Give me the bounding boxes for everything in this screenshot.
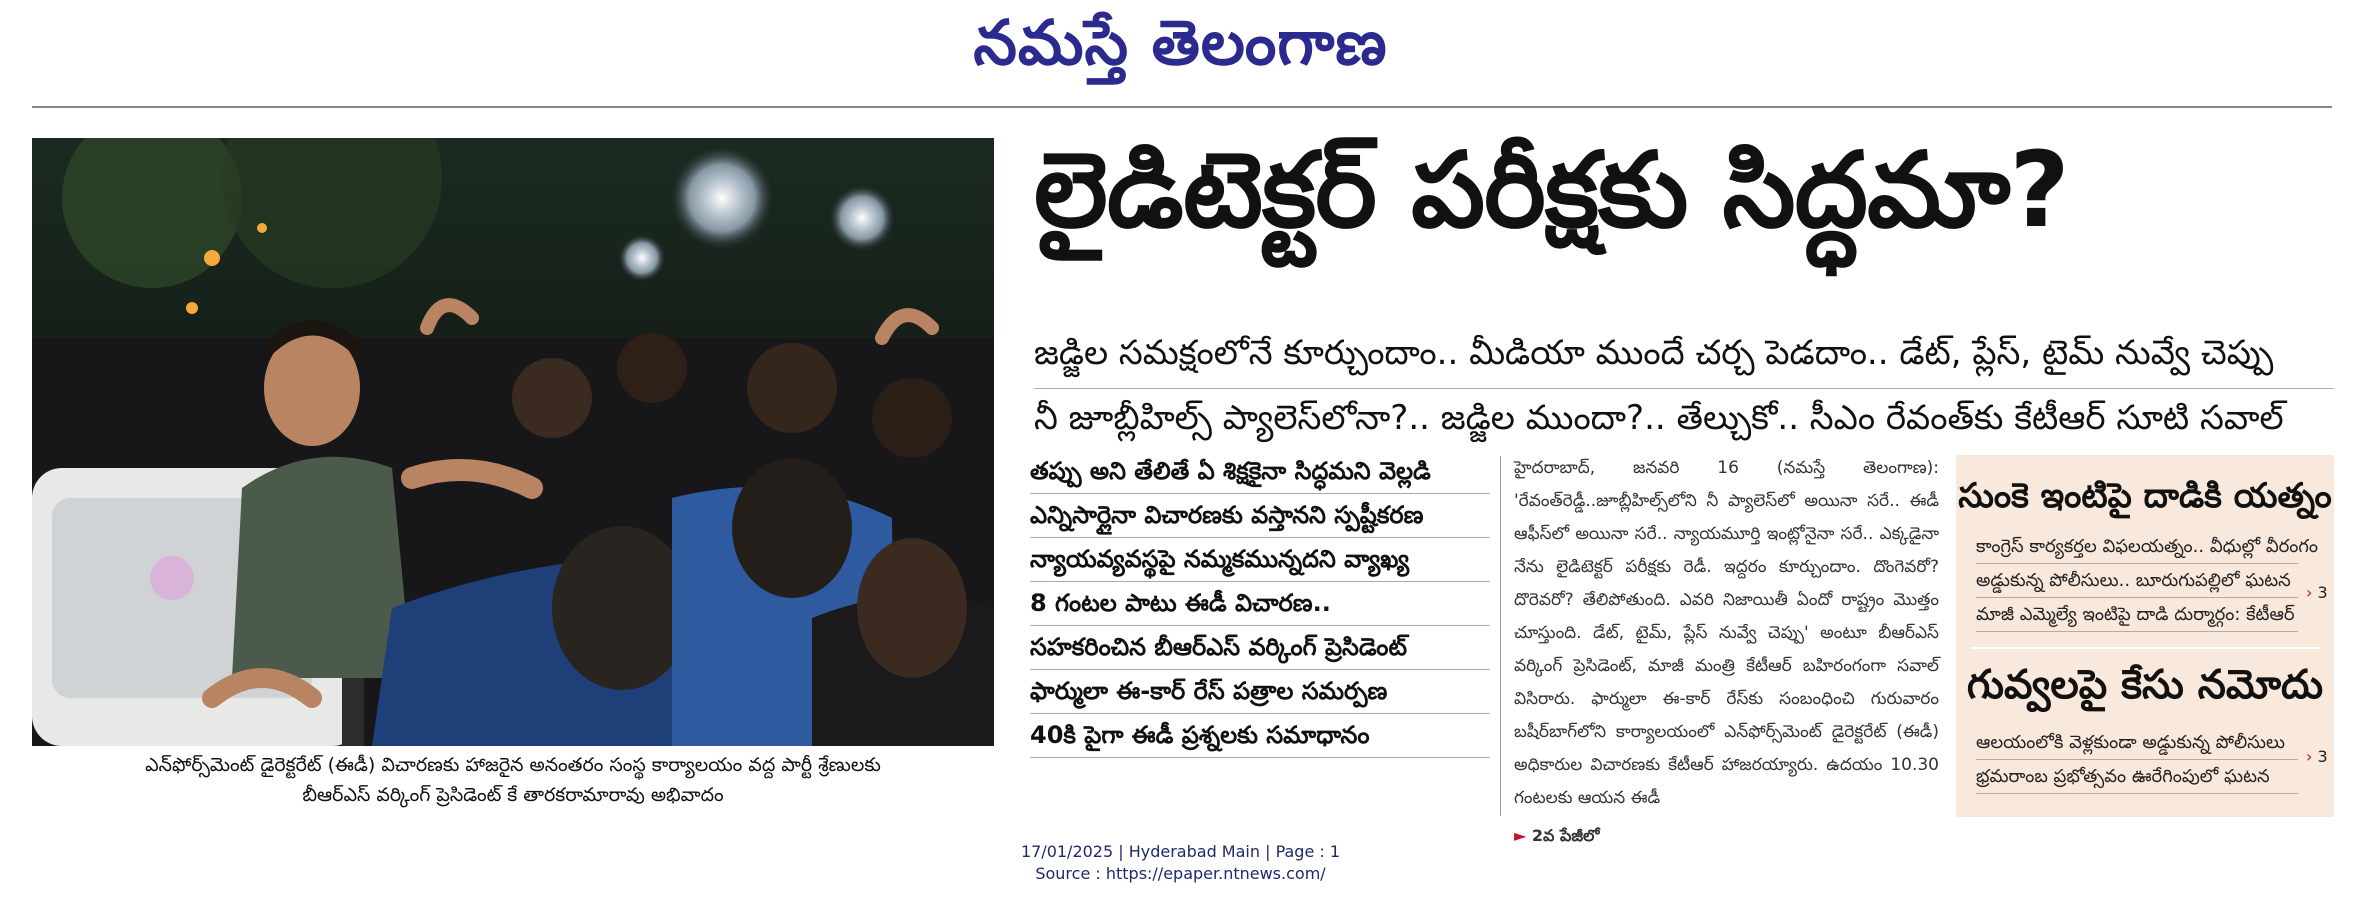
lead-photo: [32, 138, 994, 746]
continued-label: 2వ పేజీలో: [1531, 826, 1600, 845]
sidebar-story2-line: ఆలయంలోకి వెళ్లకుండా అడ్డుకున్న పోలీసులు: [1976, 727, 2298, 760]
bullet-item: ఎన్నిసార్లైనా విచారణకు వస్తానని స్పష్టీకరణ: [1030, 494, 1490, 538]
bullet-item: ఫార్ములా ఈ-కార్ రేస్ పత్రాల సమర్పణ: [1030, 670, 1490, 714]
masthead-rule: [32, 106, 2332, 108]
sidebar-story1-line: అడ్డుకున్న పోలీసులు.. బూరుగుపల్లిలో ఘటన: [1976, 565, 2298, 598]
main-headline: లైడిటెక్టర్ పరీక్షకు సిద్ధమా?: [1034, 129, 2069, 251]
highlight-bullets: [1030, 450, 1490, 758]
sidebar-story2-page-ref[interactable]: [2306, 747, 2328, 766]
sidebar-story1-line: మాజీ ఎమ్మెల్యే ఇంటిపై దాడి దుర్మార్గం: కేటీఆర్: [1976, 599, 2298, 632]
photo-caption: [32, 750, 994, 810]
sidebar-box: [1956, 455, 2334, 817]
page-number: 3: [2317, 583, 2328, 602]
continue-arrow-icon: ►: [1514, 826, 1527, 845]
footer-edition-info: 17/01/2025 | Hyderabad Main | Page : 1: [1020, 842, 1341, 861]
sidebar-story1-page-ref[interactable]: [2306, 583, 2328, 602]
sidebar-divider: [1970, 647, 2320, 649]
page-arrow-icon: ›: [2306, 747, 2313, 766]
masthead-logo: నమస్తే తెలంగాణ: [973, 6, 1388, 79]
sidebar-story1-title: సుంకె ఇంటిపై దాడికి యత్నం: [1958, 476, 2332, 516]
column-divider: [1500, 456, 1501, 816]
footer-source-link[interactable]: Source : https://epaper.ntnews.com/: [1035, 864, 1326, 883]
sidebar-story2-title: గువ్వలపై కేసు నమోదు: [1966, 662, 2324, 708]
article-text: హైదరాబాద్, జనవరి 16 (నమస్తే తెలంగాణ): 'రేవంత్‌రెడ్డీ..జూబ్లీహిల్స్‌లోని నీ ప్యాలెస్‌లో అయినా సరే.. ఈడీ ఆఫీస్‌లో అయినా సరే.. న్యాయమూర్తి ఇంట్లోనైనా సరే.. ఎక్కడైనా నేను లైడిటెక్టర్ పరీక్షకు రెడీ. ఇద్దరం కూర్చుందాం. దొంగెవరో? దొరెవరో? తేలిపోతుంది. ఎవరి నిజాయితీ ఏందో రాష్ట్రం మొత్తం చూస్తుంది. డేట్, టైమ్, ప్లేస్ నువ్వే చెప్పు' అంటూ బీఆర్‌ఎస్ వర్కింగ్ ప్రెసిడెంట్, మాజీ మంత్రి కేటీఆర్ బహిరంగంగా సవాల్ విసిరారు. ఫార్ములా ఈ-కార్ రేస్‌కు సంబంధించి గురువారం బషీర్‌బాగ్‌లోని కార్యాలయంలో ఎన్‌ఫోర్స్‌మెంట్ డైరెక్టరేట్ (ఈడీ) అధికారుల విచారణకు కేటీఆర్ హాజరయ్యారు. ఉదయం 10.30 గంటలకు ఆయన ఈడీ: [1514, 458, 1939, 808]
bullet-item: తప్పు అని తేలితే ఏ శిక్షకైనా సిద్ధమని వెల్లడి: [1030, 450, 1490, 494]
sidebar-story1-line: కాంగ్రెస్ కార్యకర్తల విఫలయత్నం.. వీధుల్లో వీరంగం: [1976, 531, 2298, 564]
caption-line-2: బీఆర్‌ఎస్ వర్కింగ్ ప్రెసిడెంట్ కే తారకరామారావు అభివాదం: [302, 784, 724, 806]
bullet-item: 8 గంటల పాటు ఈడీ విచారణ..: [1030, 582, 1490, 626]
bullet-item: 40కి పైగా ఈడీ ప్రశ్నలకు సమాధానం: [1030, 714, 1490, 758]
bullet-item: న్యాయవ్యవస్థపై నమ్మకమున్నదని వ్యాఖ్య: [1030, 538, 1490, 582]
article-body: [1514, 452, 1939, 852]
page-arrow-icon: ›: [2306, 583, 2313, 602]
sidebar-story2-line: భ్రమరాంబ ప్రభోత్సవం ఊరేగింపులో ఘటన: [1976, 761, 2298, 794]
subheadline-1: జడ్జిల సమక్షంలోనే కూర్చుందాం.. మీడియా ముందే చర్చ పెడదాం.. డేట్, ప్లేస్, టైమ్ నువ్వే చెప్పు: [1034, 333, 2274, 373]
subheadline-2: నీ జూబ్లీహిల్స్ ప్యాలెస్‌లోనా?.. జడ్జిల ముందా?.. తేల్చుకో.. సీఎం రేవంత్‌కు కేటీఆర్ సూటి సవాల్: [1034, 388, 2334, 443]
bullet-item: సహకరించిన బీఆర్‌ఎస్ వర్కింగ్ ప్రెసిడెంట్: [1030, 626, 1490, 670]
page-number: 3: [2317, 747, 2328, 766]
caption-line-1: ఎన్‌ఫోర్స్‌మెంట్ డైరెక్టరేట్ (ఈడీ) విచారణకు హాజరైన అనంతరం సంస్థ కార్యాలయం వద్ద పార్టీ శ్రేణులకు: [145, 754, 881, 776]
